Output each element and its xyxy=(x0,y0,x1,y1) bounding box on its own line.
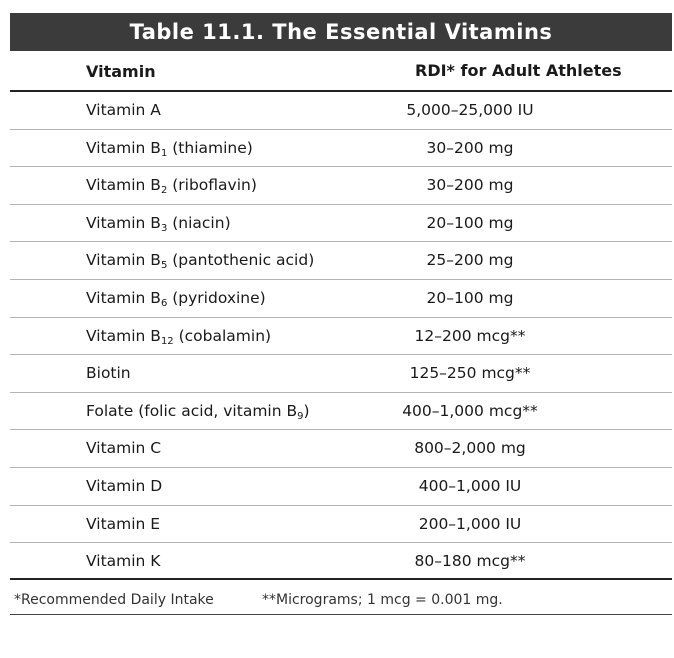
header-vitamin: Vitamin xyxy=(86,62,156,81)
table-row xyxy=(10,355,672,393)
footnote-mcg: **Micrograms; 1 mcg = 0.001 mg. xyxy=(262,592,503,608)
table-header xyxy=(10,51,672,92)
table-row xyxy=(10,543,672,580)
table-row xyxy=(10,242,672,280)
rdi-value: 200–1,000 IU xyxy=(418,514,522,533)
rdi-value: 125–250 mcg** xyxy=(409,364,531,383)
table-title: Table 11.1. The Essential Vitamins xyxy=(10,13,672,51)
vitamin-name: Vitamin $B_3$ (niacin) xyxy=(86,213,231,234)
table-row xyxy=(10,506,672,544)
footnote-rule xyxy=(10,614,672,615)
rdi-value: 20–100 mg xyxy=(426,213,514,232)
table-row xyxy=(10,167,672,205)
table-bottom-rule xyxy=(10,578,672,580)
rdi-value: 30–200 mg xyxy=(426,138,514,157)
rdi-value: 12–200 mcg** xyxy=(414,326,526,345)
header-rdi: RDI* for Adult Athletes xyxy=(415,61,622,80)
vitamin-name: Vitamin C xyxy=(86,439,162,458)
rdi-value: 30–200 mg xyxy=(426,176,514,195)
vitamin-name: Vitamin K xyxy=(86,552,161,571)
table-row xyxy=(10,130,672,168)
rdi-value: 400–1,000 mcg** xyxy=(402,401,538,420)
table-row xyxy=(10,280,672,318)
vitamin-name: Folate (folic acid, vitamin $B_9$) xyxy=(86,401,310,422)
rdi-value: 400–1,000 IU xyxy=(418,476,522,495)
vitamin-name: Biotin xyxy=(86,364,131,383)
table-row xyxy=(10,92,672,130)
table-body xyxy=(10,92,672,580)
rdi-value: 25–200 mg xyxy=(426,251,514,270)
rdi-value: 80–180 mcg** xyxy=(414,552,526,571)
rdi-value: 5,000–25,000 IU xyxy=(406,101,534,119)
table-row xyxy=(10,430,672,468)
vitamin-name: Vitamin $B_{12}$ (cobalamin) xyxy=(86,326,272,347)
table-row xyxy=(10,205,672,243)
vitamin-name: Vitamin E xyxy=(86,514,161,533)
vitamin-name: Vitamin $B_2$ (riboflavin) xyxy=(86,176,257,197)
vitamin-name: Vitamin A xyxy=(86,101,161,119)
vitamin-name: Vitamin D xyxy=(86,476,163,495)
table-row xyxy=(10,393,672,431)
footnote-rdi: *Recommended Daily Intake xyxy=(14,592,214,608)
vitamin-name: Vitamin $B_6$ (pyridoxine) xyxy=(86,288,266,309)
rdi-value: 20–100 mg xyxy=(426,288,514,307)
rdi-value: 800–2,000 mg xyxy=(414,439,526,458)
table-row xyxy=(10,318,672,356)
vitamin-name: Vitamin $B_5$ (pantothenic acid) xyxy=(86,251,315,272)
vitamin-name: Vitamin $B_1$ (thiamine) xyxy=(86,138,253,159)
table-row xyxy=(10,468,672,506)
